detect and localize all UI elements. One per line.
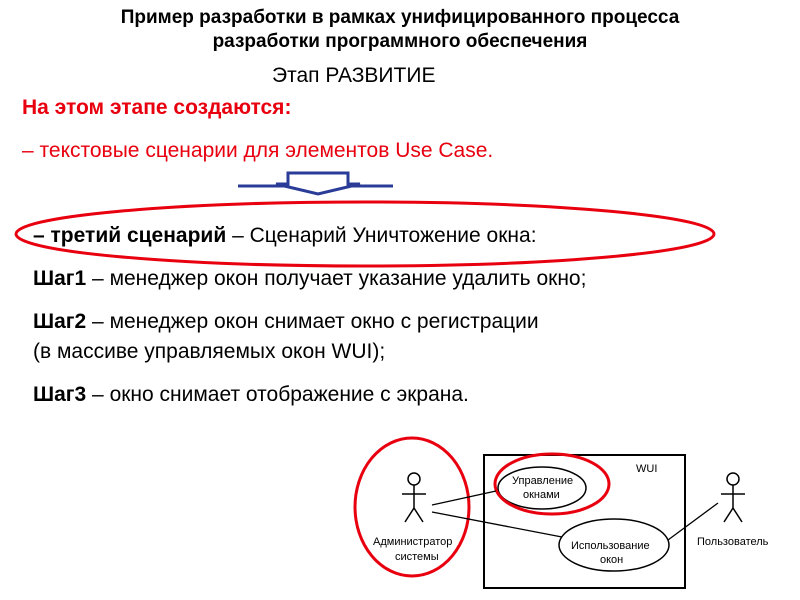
admin-actor-label-1: Администратор (373, 536, 453, 548)
intro-text: На этом этапе создаются: (22, 96, 292, 119)
step-text: (в массиве управляемых окон WUI); (33, 340, 386, 363)
scenarios-text: – текстовые сценарии для элементов Use Case. (22, 139, 494, 162)
step-text: – менеджер окон снимает окно с регистрации (86, 310, 539, 333)
admin-actor-label-2: системы (395, 551, 439, 563)
step-label: Шаг2 (33, 310, 87, 333)
down-arrow-icon (238, 173, 393, 194)
title-line-2: разработки программного обеспечения (212, 31, 588, 52)
third-scenario-title: – Сценарий Уничтожение окна: (226, 224, 537, 247)
third-scenario-label: – третий сценарий (33, 224, 227, 247)
association-user-usage (668, 503, 718, 540)
usecase2-label-2: окон (600, 554, 624, 566)
usecase1-label-2: окнами (523, 489, 560, 501)
admin-actor-icon (402, 473, 426, 522)
association-admin-usage (432, 512, 562, 537)
stage-heading: Этап РАЗВИТИЕ (272, 64, 436, 87)
highlight-ellipse-scenario (16, 202, 714, 266)
association-admin-management (432, 491, 496, 505)
step-text: – окно снимает отображение с экрана. (86, 383, 469, 406)
step-text: – менеджер окон получает указание удалить окно; (86, 267, 587, 290)
step-label: Шаг1 (33, 267, 87, 290)
title-line-1: Пример разработки в рамках унифицированного процесса (120, 7, 680, 28)
system-name-label: WUI (636, 463, 658, 475)
usecase1-label-1: Управление (512, 475, 574, 487)
usecase-window-management (498, 467, 586, 509)
user-actor-icon (721, 473, 745, 522)
step-label: Шаг3 (33, 383, 87, 406)
usecase2-label-1: Использование (571, 540, 650, 552)
user-actor-label: Пользователь (697, 536, 769, 548)
